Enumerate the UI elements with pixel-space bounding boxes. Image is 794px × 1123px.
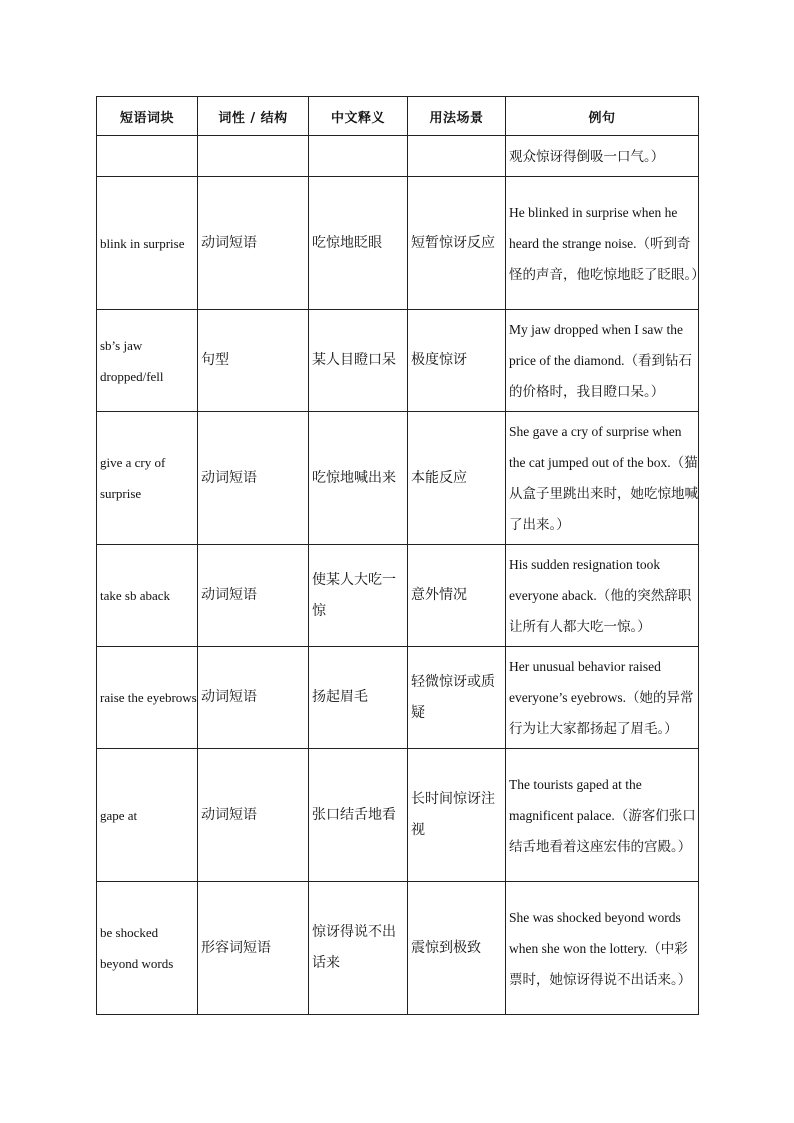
pos-cell: 动词短语 xyxy=(198,749,309,882)
meaning-cell: 吃惊地喊出来 xyxy=(309,412,408,545)
usage-cell xyxy=(408,136,506,177)
table-row xyxy=(97,412,699,545)
meaning-cell: 张口结舌地看 xyxy=(309,749,408,882)
table-row xyxy=(97,136,699,177)
table-row xyxy=(97,545,699,647)
example-cell: My jaw dropped when I saw the price of the diamond.（看到钻石的价格时，我目瞪口呆。） xyxy=(506,310,699,412)
example-cell: The tourists gaped at the magnificent palace.（游客们张口结舌地看着这座宏伟的宫殿。） xyxy=(506,749,699,882)
pos-cell: 动词短语 xyxy=(198,177,309,310)
meaning-cell: 惊讶得说不出话来 xyxy=(309,882,408,1015)
example-cell: Her unusual behavior raised everyone’s eyebrows.（她的异常行为让大家都扬起了眉毛。） xyxy=(506,647,699,749)
usage-cell: 轻微惊讶或质疑 xyxy=(408,647,506,749)
meaning-cell: 扬起眉毛 xyxy=(309,647,408,749)
header-usage-scenario: 用法场景 xyxy=(408,97,506,136)
usage-cell: 意外情况 xyxy=(408,545,506,647)
vocabulary-table xyxy=(96,96,705,1015)
usage-cell: 震惊到极致 xyxy=(408,882,506,1015)
header-example-sentence: 例句 xyxy=(506,97,699,136)
pos-cell: 动词短语 xyxy=(198,412,309,545)
example-cell: She gave a cry of surprise when the cat jumped out of the box.（猫从盒子里跳出来时，她吃惊地喊了出来。） xyxy=(506,412,699,545)
meaning-cell: 使某人大吃一惊 xyxy=(309,545,408,647)
table-row xyxy=(97,647,699,749)
phrase-cell: sb’s jaw dropped/fell xyxy=(97,310,198,412)
phrase-cell: give a cry of surprise xyxy=(97,412,198,545)
usage-cell: 极度惊讶 xyxy=(408,310,506,412)
example-cell: His sudden resignation took everyone aback.（他的突然辞职让所有人都大吃一惊。） xyxy=(506,545,699,647)
phrase-cell: take sb aback xyxy=(97,545,198,647)
header-phrase: 短语词块 xyxy=(97,97,198,136)
header-chinese-meaning: 中文释义 xyxy=(309,97,408,136)
pos-cell: 形容词短语 xyxy=(198,882,309,1015)
phrase-cell: be shocked beyond words xyxy=(97,882,198,1015)
pos-cell: 动词短语 xyxy=(198,545,309,647)
meaning-cell xyxy=(309,136,408,177)
table-row xyxy=(97,177,699,310)
pos-cell: 动词短语 xyxy=(198,647,309,749)
table-header-row xyxy=(97,97,699,136)
pos-cell: 句型 xyxy=(198,310,309,412)
usage-cell: 本能反应 xyxy=(408,412,506,545)
table-row xyxy=(97,310,699,412)
phrase-cell: gape at xyxy=(97,749,198,882)
table-row xyxy=(97,749,699,882)
meaning-cell: 吃惊地眨眼 xyxy=(309,177,408,310)
header-part-of-speech: 词性 / 结构 xyxy=(198,97,309,136)
phrase-cell: raise the eyebrows xyxy=(97,647,198,749)
phrase-cell: blink in surprise xyxy=(97,177,198,310)
usage-cell: 短暂惊讶反应 xyxy=(408,177,506,310)
example-cell: 观众惊讶得倒吸一口气。） xyxy=(506,136,699,177)
example-cell: She was shocked beyond words when she won the lottery.（中彩票时，她惊讶得说不出话来。） xyxy=(506,882,699,1015)
usage-cell: 长时间惊讶注视 xyxy=(408,749,506,882)
phrase-cell xyxy=(97,136,198,177)
table-row xyxy=(97,882,699,1015)
pos-cell xyxy=(198,136,309,177)
example-cell: He blinked in surprise when he heard the strange noise.（听到奇怪的声音，他吃惊地眨了眨眼。） xyxy=(506,177,699,310)
meaning-cell: 某人目瞪口呆 xyxy=(309,310,408,412)
